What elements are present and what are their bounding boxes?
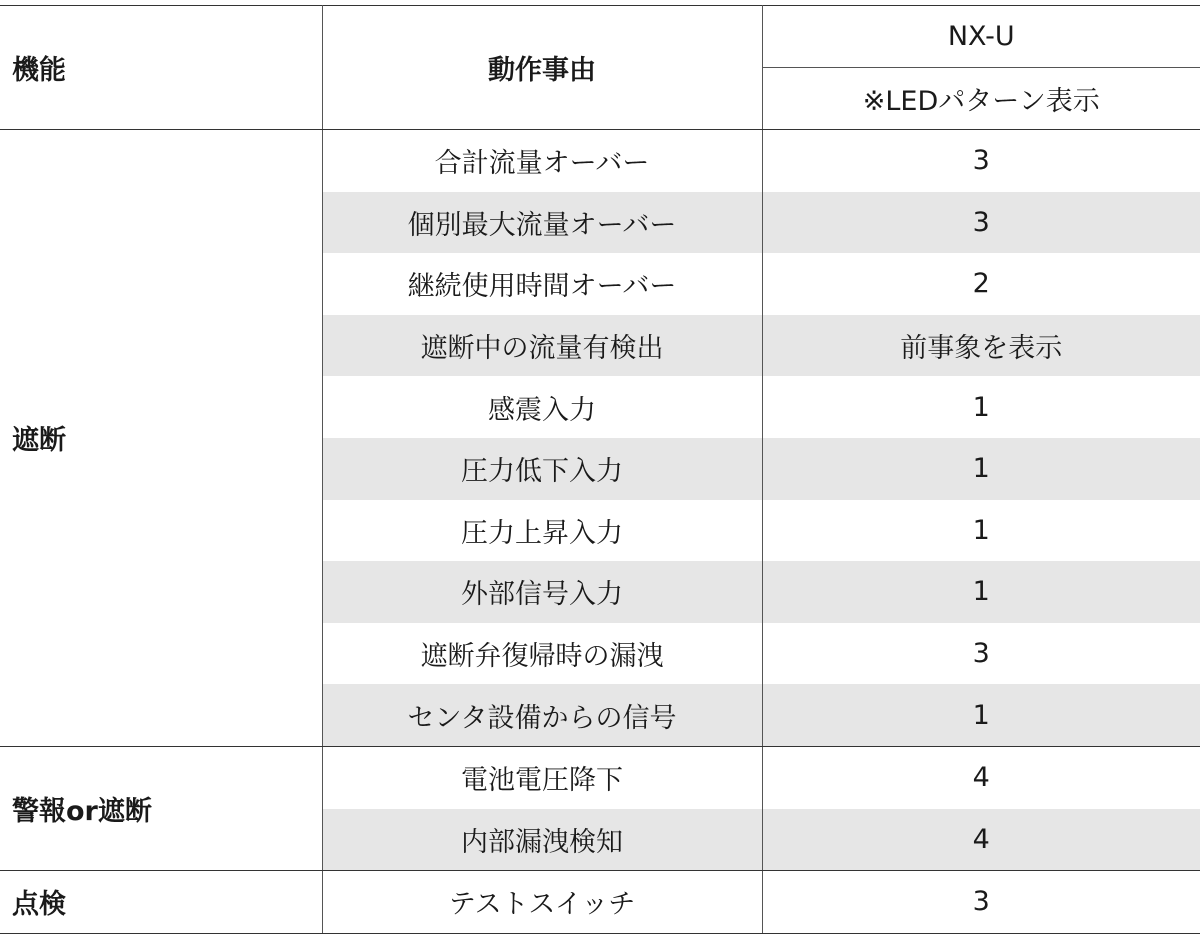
- value-cell: 4: [972, 762, 990, 794]
- value-cell: 1: [972, 391, 990, 423]
- header-function: 機能: [0, 6, 322, 130]
- reason-cell: 合計流量オーバー: [322, 130, 762, 192]
- header-led-note: ※LEDパターン表示: [762, 68, 1200, 130]
- reason-cell: センタ設備からの信号: [322, 684, 762, 746]
- reason-cell: 電池電圧降下: [322, 746, 762, 808]
- reason-cell: テストスイッチ: [322, 871, 762, 934]
- reason-cell: 遮断中の流量有検出: [322, 315, 762, 377]
- reason-cell: 圧力低下入力: [322, 438, 762, 500]
- value-cell: 1: [972, 514, 990, 546]
- value-cell: 1: [762, 438, 1200, 500]
- reason-cell: 外部信号入力: [322, 561, 762, 623]
- value-cell: 3: [762, 192, 1200, 254]
- function-cell: 遮断: [0, 130, 322, 747]
- reason-cell: 個別最大流量オーバー: [322, 192, 762, 254]
- value-cell: 3: [762, 871, 1200, 934]
- reason-cell: 継続使用時間オーバー: [322, 253, 762, 315]
- value-cell: 3: [972, 145, 990, 177]
- value-cell: 1: [762, 684, 1200, 746]
- reason-cell: 遮断弁復帰時の漏洩: [322, 623, 762, 685]
- value-cell: 1: [762, 561, 1200, 623]
- value-cell: 3: [972, 638, 990, 670]
- reason-cell: 圧力上昇入力: [322, 500, 762, 562]
- reason-cell: 内部漏洩検知: [322, 809, 762, 871]
- header-reason: 動作事由: [322, 6, 762, 130]
- value-cell: 前事象を表示: [762, 315, 1200, 377]
- header-model: NX-U: [762, 6, 1200, 68]
- value-cell: 2: [972, 268, 990, 300]
- function-cell: 警報or遮断: [0, 746, 322, 870]
- function-cell: 点検: [0, 871, 322, 934]
- value-cell: 4: [762, 809, 1200, 871]
- reason-cell: 感震入力: [322, 376, 762, 438]
- led-pattern-table: [0, 5, 1200, 934]
